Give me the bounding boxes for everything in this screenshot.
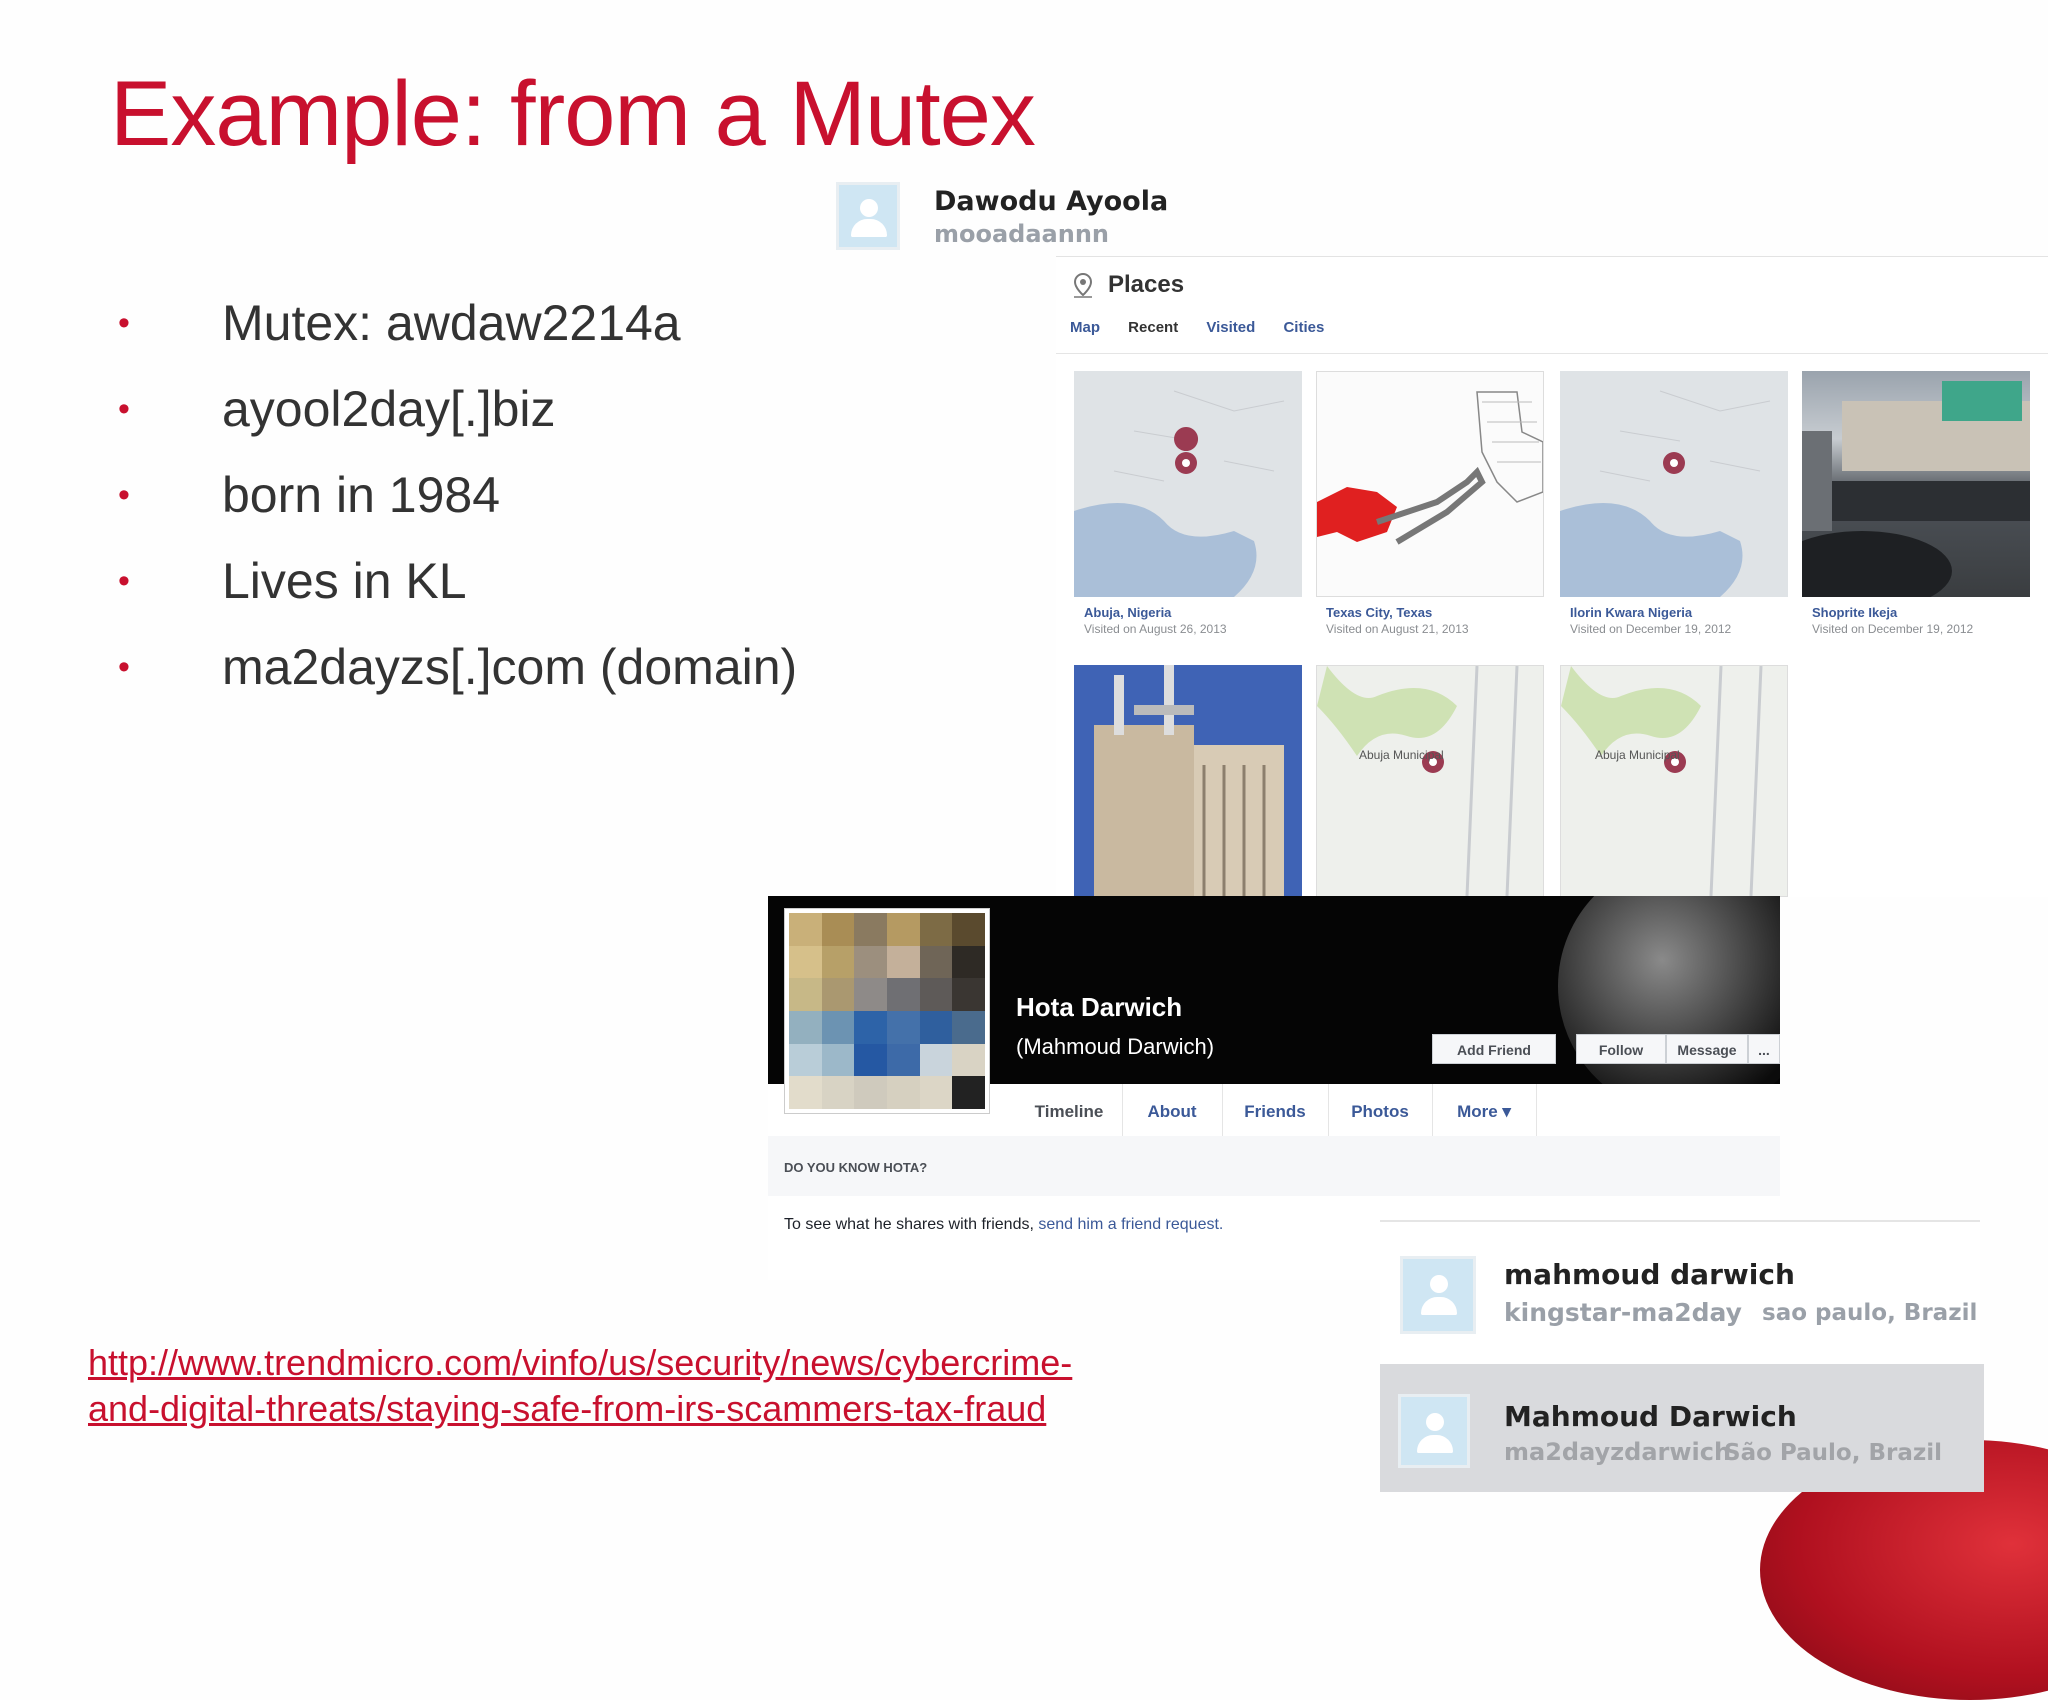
tab-visited[interactable]: Visited [1206, 319, 1256, 336]
location-pin-icon [1072, 273, 1094, 299]
bullet-text: ma2dayzs[.]com (domain) [222, 639, 798, 695]
map-label: Abuja Municipal [1359, 748, 1444, 762]
bullet-text: Mutex: awdaw2214a [222, 295, 681, 351]
map-thumbnail [1074, 371, 1302, 597]
message-label: Message [1677, 1042, 1737, 1058]
know-text-body: To see what he shares with friends, [784, 1216, 1039, 1233]
map-label: Abuja Municipal [1595, 748, 1680, 762]
profile-picture[interactable] [784, 908, 990, 1114]
more-options-button[interactable] [1748, 1034, 1780, 1064]
more-options-label: ... [1758, 1042, 1770, 1058]
follow-label: Follow [1598, 1042, 1644, 1058]
photo-thumbnail [1802, 371, 2030, 597]
match-location: São Paulo, Brazil [1724, 1440, 1943, 1466]
avatar[interactable] [1400, 1256, 1476, 1334]
match-location: sao paulo, Brazil [1762, 1300, 1978, 1326]
match-handle: ma2dayzdarwich [1504, 1438, 1732, 1466]
hota-name[interactable]: Hota Darwich [1016, 992, 1183, 1022]
friend-request-link[interactable]: send him a friend request. [1038, 1216, 1224, 1233]
match-name[interactable]: mahmoud darwich [1504, 1258, 1795, 1291]
tab-photos-label: Photos [1351, 1102, 1409, 1121]
tab-timeline-label: Timeline [1034, 1102, 1104, 1121]
place-title[interactable]: Texas City, Texas [1326, 605, 1433, 620]
bullet-dot: • [118, 648, 130, 686]
place-tile[interactable] [1316, 371, 1544, 647]
message-button[interactable] [1666, 1034, 1748, 1064]
place-title[interactable]: Shoprite Ikeja [1812, 605, 1898, 620]
profile-handle: mooadaannn [934, 220, 1110, 248]
place-date: Visited on December 19, 2012 [1812, 622, 1974, 636]
bullet-dot: • [118, 304, 130, 342]
places-tabs [1070, 319, 1348, 336]
profile-name[interactable]: Dawodu Ayoola [934, 186, 1169, 217]
map-thumbnail [1560, 665, 1788, 897]
tab-about[interactable] [1122, 1084, 1223, 1140]
place-tile[interactable] [1560, 371, 1788, 647]
place-tile[interactable] [1802, 371, 2030, 647]
place-date: Visited on August 21, 2013 [1326, 622, 1469, 636]
add-friend-label: Add Friend [1457, 1042, 1531, 1058]
source-link[interactable] [88, 1340, 1072, 1432]
place-tile[interactable] [1316, 665, 1544, 897]
place-date: Visited on August 26, 2013 [1084, 622, 1227, 636]
places-header: Places [1108, 271, 1185, 298]
hota-alt-name: (Mahmoud Darwich) [1016, 1034, 1215, 1059]
map-thumbnail [1316, 665, 1544, 897]
place-tile[interactable] [1074, 371, 1302, 647]
add-friend-button[interactable] [1432, 1034, 1556, 1064]
tab-more[interactable] [1432, 1084, 1537, 1140]
photo-thumbnail [1074, 665, 1302, 897]
place-title[interactable]: Ilorin Kwara Nigeria [1570, 605, 1693, 620]
place-tile[interactable] [1560, 665, 1788, 897]
match-profile[interactable] [1380, 1364, 1984, 1492]
tab-about-label: About [1147, 1102, 1197, 1121]
avatar[interactable] [836, 182, 900, 250]
avatar[interactable] [1398, 1394, 1470, 1468]
match-profile[interactable] [1380, 1220, 1980, 1364]
map-thumbnail [1316, 371, 1544, 597]
tab-friends-label: Friends [1244, 1102, 1306, 1121]
bullet-text: ayool2day[.]biz [222, 381, 556, 437]
place-date: Visited on December 19, 2012 [1570, 622, 1732, 636]
follow-button[interactable] [1576, 1034, 1666, 1064]
tab-map[interactable]: Map [1070, 319, 1100, 336]
tab-recent[interactable]: Recent [1128, 319, 1179, 336]
place-title[interactable]: Abuja, Nigeria [1084, 605, 1172, 620]
bullet-text: born in 1984 [222, 467, 501, 523]
places-panel [1056, 256, 2048, 897]
tab-cities[interactable]: Cities [1283, 319, 1325, 336]
tab-timeline[interactable] [1016, 1084, 1123, 1140]
tab-photos[interactable] [1328, 1084, 1433, 1140]
match-handle: kingstar-ma2day [1504, 1298, 1742, 1327]
match-name[interactable]: Mahmoud Darwich [1504, 1400, 1797, 1433]
source-link-line2[interactable]: and-digital-threats/staying-safe-from-irs-scammers-tax-fraud [88, 1388, 1047, 1429]
map-thumbnail [1560, 371, 1788, 597]
slide-title: Example: from a Mutex [110, 63, 1035, 165]
bullet-dot: • [118, 562, 130, 600]
know-text [784, 1216, 1223, 1234]
tab-friends[interactable] [1222, 1084, 1329, 1140]
bullet-dot: • [118, 476, 130, 514]
place-tile[interactable] [1074, 665, 1302, 897]
profile-header-dawodu [836, 178, 2048, 254]
tab-more-label: More ▾ [1457, 1102, 1511, 1121]
know-header: DO YOU KNOW HOTA? [784, 1160, 928, 1175]
bullet-text: Lives in KL [222, 553, 467, 609]
source-link-line1[interactable]: http://www.trendmicro.com/vinfo/us/security/news/cybercrime- [88, 1342, 1073, 1383]
bullet-dot: • [118, 390, 130, 428]
